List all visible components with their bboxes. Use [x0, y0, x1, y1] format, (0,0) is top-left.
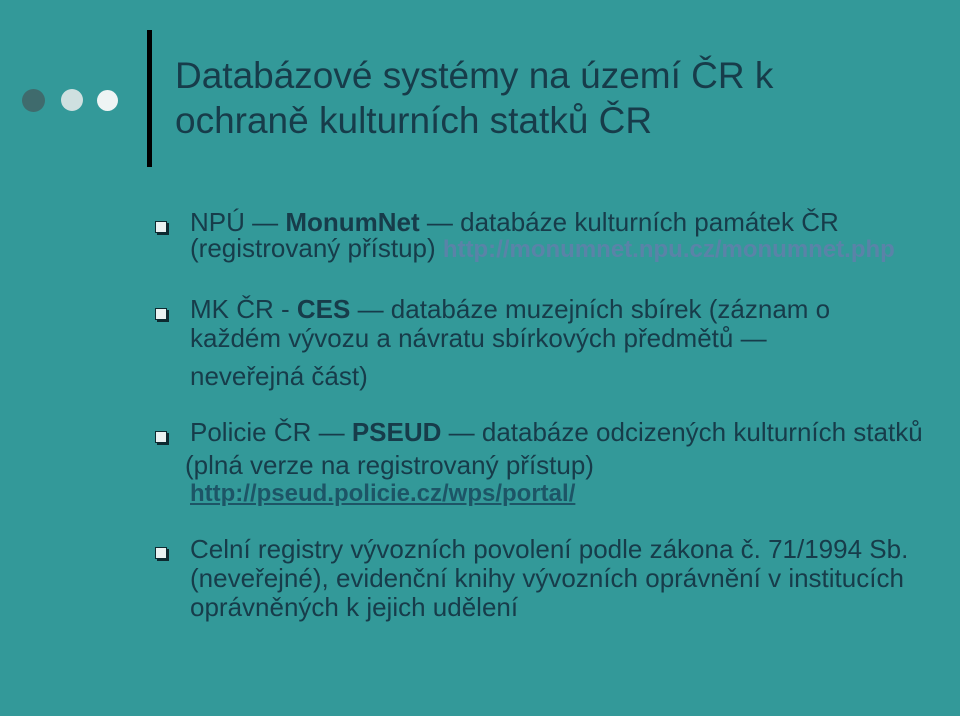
item-3-line-1	[190, 417, 923, 447]
decor-dot-light-icon	[61, 89, 83, 111]
item-3-text-pre: Policie ČR —	[190, 417, 352, 447]
square-bullet-icon	[155, 308, 167, 320]
item-2-text-post: — databáze muzejních sbírek (záznam o	[350, 294, 831, 324]
slide-title-line-2: ochraně kulturních statků ČR	[175, 100, 653, 141]
monumnet-link[interactable]: http://monumnet.npu.cz/monumnet.php	[442, 236, 895, 263]
item-1-text-pre: NPÚ —	[190, 207, 286, 237]
item-3-text-bold: PSEUD	[351, 417, 442, 447]
item-4-line-2: (neveřejné), evidenční knihy vývozních oprávnění v institucích	[190, 563, 904, 593]
item-2-text-pre: MK ČR -	[190, 294, 297, 324]
item-3-text-post: — databáze odcizených kulturních statků	[441, 417, 923, 447]
decor-dot-dark-icon	[22, 89, 45, 112]
item-1-text-bold: MonumNet	[285, 207, 420, 237]
item-2-line-3: neveřejná část)	[190, 361, 368, 391]
square-bullet-icon	[155, 547, 167, 559]
item-2-text-bold: CES	[296, 294, 351, 324]
item-4-line-3: oprávněných k jejich udělení	[190, 592, 519, 622]
title-accent-bar	[147, 30, 152, 167]
decor-dot-lighter-icon	[97, 90, 118, 111]
square-bullet-icon	[155, 221, 167, 233]
pseud-link[interactable]: http://pseud.policie.cz/wps/portal/	[190, 480, 576, 507]
item-2-line-1	[190, 294, 830, 324]
item-2-line-2: každém vývozu a návratu sbírkových předmětů —	[190, 323, 767, 353]
item-1-line-2	[190, 233, 895, 263]
item-1-access-note: (registrovaný přístup)	[190, 233, 443, 263]
square-bullet-icon	[155, 431, 167, 443]
slide-title-line-1: Databázové systémy na území ČR k	[175, 55, 774, 96]
item-1-text-post: — databáze kulturních památek ČR	[419, 207, 839, 237]
item-3-line-2: (plná verze na registrovaný přístup)	[185, 450, 594, 480]
item-4-line-1: Celní registry vývozních povolení podle zákona č. 71/1994 Sb.	[190, 534, 909, 564]
